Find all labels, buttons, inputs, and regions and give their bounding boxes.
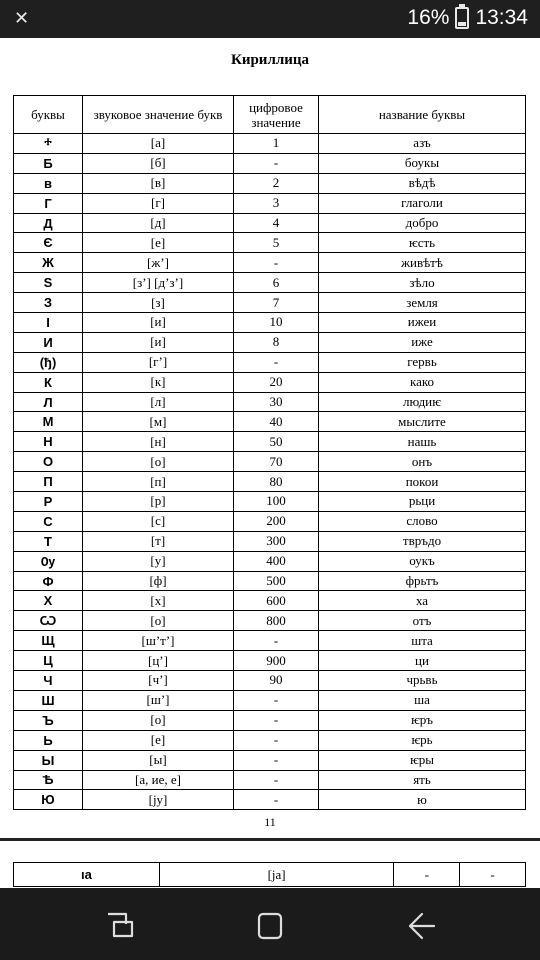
- sound-value-cell: [в]: [83, 173, 234, 193]
- header-letter-name: название буквы: [319, 96, 526, 134]
- letter-name-cell: азъ: [319, 134, 526, 154]
- status-bar: [0, 0, 540, 38]
- letter-name-cell: како: [319, 372, 526, 392]
- page-title: Кириллица: [230, 52, 310, 68]
- table-row: [14, 173, 526, 193]
- numeric-value-cell: 1: [234, 134, 319, 154]
- letter-cell: П: [14, 472, 83, 492]
- letter-name-cell: шта: [319, 631, 526, 651]
- letter-name-cell: ѥры: [319, 750, 526, 770]
- sound-value-cell: [а]: [83, 134, 234, 154]
- table-body: [14, 134, 526, 810]
- sound-value-cell: [ш’]: [83, 690, 234, 710]
- numeric-value-cell: 80: [234, 472, 319, 492]
- letter-cell: Ѡ: [14, 611, 83, 631]
- letter-cell: Ш: [14, 690, 83, 710]
- numeric-value-cell: 600: [234, 591, 319, 611]
- sound-value-cell: [г’]: [83, 352, 234, 372]
- letter-cell: (ђ): [14, 352, 83, 372]
- numeric-value-cell: 20: [234, 372, 319, 392]
- numeric-value-cell: 200: [234, 511, 319, 531]
- table-row: [14, 511, 526, 531]
- sound-value-cell: [е]: [83, 730, 234, 750]
- sound-value-cell: [ы]: [83, 750, 234, 770]
- letter-name-cell: покои: [319, 472, 526, 492]
- letter-cell: Т: [14, 531, 83, 551]
- numeric-value-cell: 5: [234, 233, 319, 253]
- sound-value-cell: [з]: [83, 293, 234, 313]
- table-row: [14, 492, 526, 512]
- table-row: [14, 313, 526, 333]
- sound-value-cell: [ш’т’]: [83, 631, 234, 651]
- table-row: [14, 671, 526, 691]
- table-row: [14, 730, 526, 750]
- numeric-value-cell: 7: [234, 293, 319, 313]
- numeric-value-cell: -: [394, 863, 460, 887]
- table-row: [14, 253, 526, 273]
- table-row: [14, 213, 526, 233]
- letter-cell: Х: [14, 591, 83, 611]
- letter-name-cell: чрьвь: [319, 671, 526, 691]
- sound-value-cell: [ф]: [83, 571, 234, 591]
- numeric-value-cell: 30: [234, 392, 319, 412]
- battery-icon: [455, 7, 469, 29]
- sound-value-cell: [з’] [д’з’]: [83, 273, 234, 293]
- letter-cell: Ы: [14, 750, 83, 770]
- header-sound-value: звуковое значение букв: [83, 96, 234, 134]
- sound-value-cell: [д]: [83, 213, 234, 233]
- sound-value-cell: [т]: [83, 531, 234, 551]
- table-row: [14, 551, 526, 571]
- sound-value-cell: [и]: [83, 313, 234, 333]
- letter-name-cell: зѣло: [319, 273, 526, 293]
- letter-name-cell: вѣдѣ: [319, 173, 526, 193]
- page-number: 11: [264, 815, 276, 829]
- letter-name-cell: живѣтѣ: [319, 253, 526, 273]
- sound-value-cell: [п]: [83, 472, 234, 492]
- table-row: [14, 651, 526, 671]
- letter-cell: ⰰ: [14, 134, 83, 154]
- sound-value-cell: [ја]: [159, 863, 394, 887]
- sound-value-cell: [о]: [83, 710, 234, 730]
- letter-name-cell: твръдо: [319, 531, 526, 551]
- table-row: [14, 332, 526, 352]
- sound-value-cell: [г]: [83, 193, 234, 213]
- letter-name-cell: фрьтъ: [319, 571, 526, 591]
- table-row: [14, 531, 526, 551]
- letter-cell: І: [14, 313, 83, 333]
- letter-name-cell: ѥръ: [319, 710, 526, 730]
- clock: 13:34: [475, 6, 528, 29]
- letter-name-cell: людиѥ: [319, 392, 526, 412]
- table-row: [14, 863, 526, 887]
- letter-cell: Ѣ: [14, 770, 83, 790]
- sound-value-cell: [ж’]: [83, 253, 234, 273]
- numeric-value-cell: 90: [234, 671, 319, 691]
- letter-cell: Р: [14, 492, 83, 512]
- letter-cell: М: [14, 412, 83, 432]
- sound-value-cell: [о]: [83, 452, 234, 472]
- table-row: [14, 134, 526, 154]
- table-row: [14, 472, 526, 492]
- letter-name-cell: -: [460, 863, 526, 887]
- sound-value-cell: [а, ие, е]: [83, 770, 234, 790]
- numeric-value-cell: -: [234, 690, 319, 710]
- sound-value-cell: [е]: [83, 233, 234, 253]
- letter-cell: Ч: [14, 671, 83, 691]
- letter-name-cell: нашь: [319, 432, 526, 452]
- letter-cell: С: [14, 511, 83, 531]
- letter-cell: К: [14, 372, 83, 392]
- sound-value-cell: [л]: [83, 392, 234, 412]
- numeric-value-cell: 500: [234, 571, 319, 591]
- status-right: [407, 6, 528, 30]
- sound-value-cell: [б]: [83, 153, 234, 173]
- letter-cell: Є: [14, 233, 83, 253]
- letter-name-cell: ю: [319, 790, 526, 810]
- table-header-row: [14, 96, 526, 134]
- letter-name-cell: рьци: [319, 492, 526, 512]
- numeric-value-cell: 900: [234, 651, 319, 671]
- sound-value-cell: [и]: [83, 332, 234, 352]
- numeric-value-cell: 10: [234, 313, 319, 333]
- letter-cell: Ю: [14, 790, 83, 810]
- letter-name-cell: ѥрь: [319, 730, 526, 750]
- recents-icon[interactable]: [100, 908, 140, 944]
- letter-cell: Д: [14, 213, 83, 233]
- letter-cell: Ь: [14, 730, 83, 750]
- numeric-value-cell: -: [234, 730, 319, 750]
- notification-icon: ✕: [14, 8, 30, 28]
- numeric-value-cell: -: [234, 153, 319, 173]
- back-icon[interactable]: [400, 908, 440, 944]
- letter-name-cell: ять: [319, 770, 526, 790]
- letter-cell: И: [14, 332, 83, 352]
- numeric-value-cell: -: [234, 750, 319, 770]
- header-numeric-value: цифровое значение: [234, 96, 319, 134]
- numeric-value-cell: -: [234, 770, 319, 790]
- navigation-bar: [0, 888, 540, 960]
- numeric-value-cell: 3: [234, 193, 319, 213]
- letter-cell: Б: [14, 153, 83, 173]
- letter-cell: Г: [14, 193, 83, 213]
- table-row: [14, 432, 526, 452]
- letter-name-cell: ха: [319, 591, 526, 611]
- sound-value-cell: [к]: [83, 372, 234, 392]
- table-row: [14, 193, 526, 213]
- sound-value-cell: [ч’]: [83, 671, 234, 691]
- letter-name-cell: боукы: [319, 153, 526, 173]
- table-body-continued: [14, 863, 526, 887]
- numeric-value-cell: 4: [234, 213, 319, 233]
- table-row: [14, 631, 526, 651]
- table-row: [14, 273, 526, 293]
- numeric-value-cell: 70: [234, 452, 319, 472]
- numeric-value-cell: 800: [234, 611, 319, 631]
- letter-cell: З: [14, 293, 83, 313]
- numeric-value-cell: -: [234, 253, 319, 273]
- numeric-value-cell: 50: [234, 432, 319, 452]
- table-row: [14, 710, 526, 730]
- letter-cell: Л: [14, 392, 83, 412]
- table-row: [14, 770, 526, 790]
- numeric-value-cell: -: [234, 631, 319, 651]
- letter-name-cell: добро: [319, 213, 526, 233]
- header-letters: буквы: [14, 96, 83, 134]
- letter-cell: Ц: [14, 651, 83, 671]
- table-row: [14, 352, 526, 372]
- table-row: [14, 690, 526, 710]
- table-row: [14, 293, 526, 313]
- home-icon[interactable]: [250, 908, 290, 944]
- table-row: [14, 372, 526, 392]
- next-document-page: [0, 841, 540, 888]
- letter-name-cell: ша: [319, 690, 526, 710]
- sound-value-cell: [р]: [83, 492, 234, 512]
- numeric-value-cell: 2: [234, 173, 319, 193]
- letter-name-cell: оукъ: [319, 551, 526, 571]
- letter-cell: Н: [14, 432, 83, 452]
- numeric-value-cell: -: [234, 352, 319, 372]
- numeric-value-cell: -: [234, 710, 319, 730]
- numeric-value-cell: 300: [234, 531, 319, 551]
- battery-percent: 16%: [407, 6, 450, 29]
- letter-name-cell: ѥсть: [319, 233, 526, 253]
- letter-name-cell: слово: [319, 511, 526, 531]
- table-row: [14, 611, 526, 631]
- table-row: [14, 750, 526, 770]
- letter-name-cell: ци: [319, 651, 526, 671]
- letter-cell: Ф: [14, 571, 83, 591]
- sound-value-cell: [ц’]: [83, 651, 234, 671]
- table-row: [14, 153, 526, 173]
- letter-name-cell: гервь: [319, 352, 526, 372]
- numeric-value-cell: 400: [234, 551, 319, 571]
- sound-value-cell: [н]: [83, 432, 234, 452]
- sound-value-cell: [с]: [83, 511, 234, 531]
- cyrillic-table: [13, 95, 526, 810]
- numeric-value-cell: 6: [234, 273, 319, 293]
- table-row: [14, 233, 526, 253]
- numeric-value-cell: 8: [234, 332, 319, 352]
- letter-cell: Ж: [14, 253, 83, 273]
- letter-name-cell: земля: [319, 293, 526, 313]
- letter-cell: Ъ: [14, 710, 83, 730]
- letter-cell: Щ: [14, 631, 83, 651]
- table-row: [14, 571, 526, 591]
- table-row: [14, 591, 526, 611]
- numeric-value-cell: 100: [234, 492, 319, 512]
- table-row: [14, 392, 526, 412]
- letter-name-cell: иже: [319, 332, 526, 352]
- letter-name-cell: ижеи: [319, 313, 526, 333]
- table-row: [14, 790, 526, 810]
- letter-cell: О: [14, 452, 83, 472]
- document-page: [0, 38, 540, 838]
- table-row: [14, 452, 526, 472]
- table-row: [14, 412, 526, 432]
- numeric-value-cell: 40: [234, 412, 319, 432]
- sound-value-cell: [у]: [83, 551, 234, 571]
- letter-cell: Ѹ: [14, 551, 83, 571]
- letter-cell: Ѕ: [14, 273, 83, 293]
- sound-value-cell: [м]: [83, 412, 234, 432]
- sound-value-cell: [х]: [83, 591, 234, 611]
- letter-name-cell: отъ: [319, 611, 526, 631]
- letter-name-cell: онъ: [319, 452, 526, 472]
- letter-cell: в: [14, 173, 83, 193]
- sound-value-cell: [ју]: [83, 790, 234, 810]
- letter-name-cell: глаголи: [319, 193, 526, 213]
- sound-value-cell: [о]: [83, 611, 234, 631]
- letter-cell: ıа: [14, 863, 160, 887]
- cyrillic-table-continued: [13, 862, 526, 887]
- numeric-value-cell: -: [234, 790, 319, 810]
- letter-name-cell: мыслите: [319, 412, 526, 432]
